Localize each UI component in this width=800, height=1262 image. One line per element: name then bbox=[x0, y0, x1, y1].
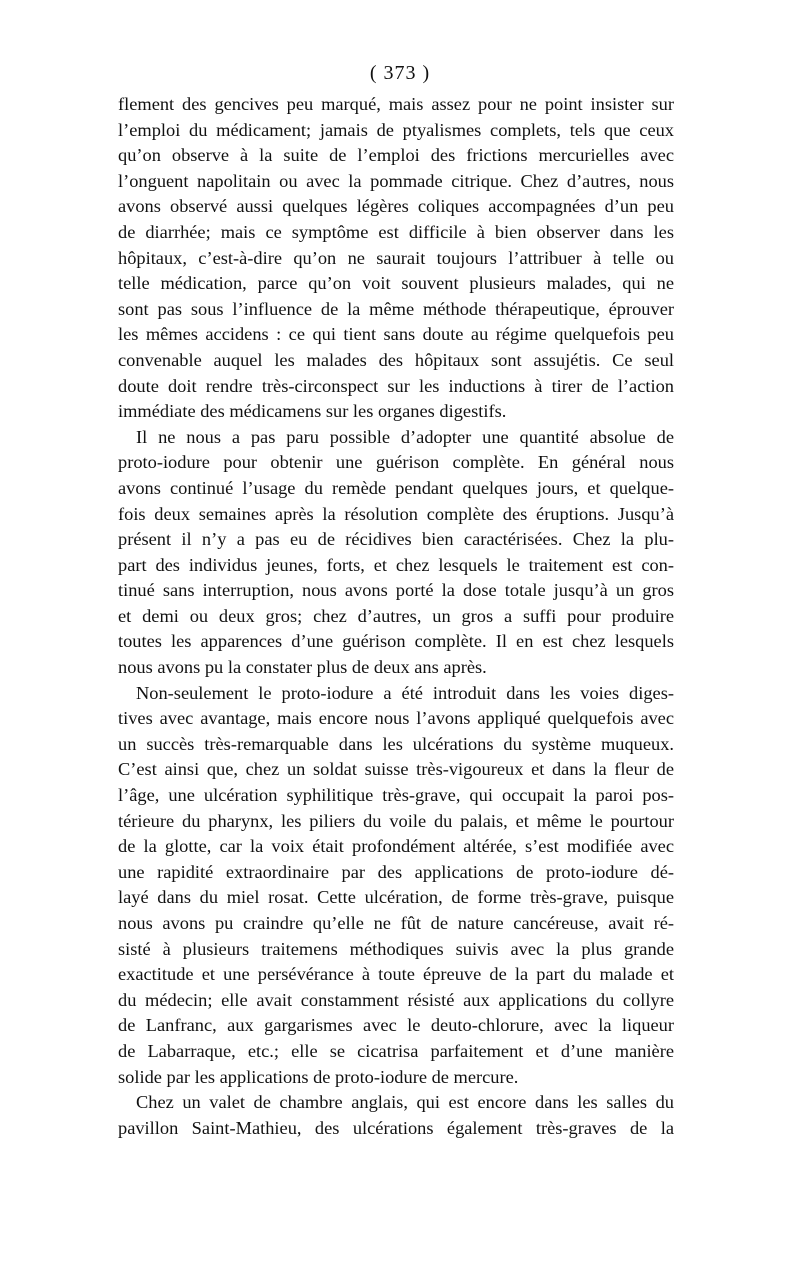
text-line: fois deux semaines après la résolution complète des éruptions. Jusqu’à bbox=[118, 503, 674, 524]
text-line: tives avec avantage, mais encore nous l’avons appliqué quelquefois avec bbox=[118, 708, 674, 729]
text-line: l’emploi du médicament; jamais de ptyalismes complets, tels que ceux bbox=[118, 119, 674, 140]
text-line: nous avons pu craindre qu’elle ne fût de nature cancéreuse, avait ré- bbox=[118, 913, 674, 933]
page-number: ( 373 ) bbox=[369, 62, 431, 84]
text-line: une rapidité extraordinaire par des applications de proto-iodure dé- bbox=[118, 861, 674, 882]
text-line: flement des gencives peu marqué, mais assez pour ne point insister sur bbox=[118, 94, 674, 114]
text-line: de la glotte, car la voix était profondément altérée, s’est modifiée avec bbox=[118, 836, 674, 857]
text-line: sont pas sous l’influence de la même méthode thérapeutique, éprouver bbox=[118, 298, 674, 319]
text-line: Il ne nous a pas paru possible d’adopter une quantité absolue de bbox=[136, 426, 674, 447]
text-line: exactitude et une persévérance à toute épreuve de la part du malade et bbox=[118, 964, 674, 985]
text-line: avons observé aussi quelques légères coliques accompagnées d’un peu bbox=[118, 196, 674, 217]
paragraph bbox=[118, 1090, 674, 1141]
text-line: du médecin; elle avait constamment résisté aux applications du collyre bbox=[118, 989, 674, 1010]
text-line: proto-iodure pour obtenir une guérison complète. En général nous bbox=[118, 452, 674, 473]
text-line: l’onguent napolitain ou avec la pommade citrique. Chez d’autres, nous bbox=[118, 170, 674, 191]
text-line: présent il n’y a pas eu de récidives bien caractérisées. Chez la plu- bbox=[118, 529, 674, 550]
paragraph bbox=[118, 425, 674, 681]
text-line: layé dans du miel rosat. Cette ulcération, de forme très-grave, puisque bbox=[118, 887, 674, 908]
text-line: doute doit rendre très-circonspect sur les inductions à tirer de l’action bbox=[118, 375, 674, 396]
text-line: C’est ainsi que, chez un soldat suisse très-vigoureux et dans la fleur de bbox=[118, 759, 674, 780]
text-line: nous avons pu la constater plus de deux ans après. bbox=[118, 657, 487, 678]
text-line: sisté à plusieurs traitemens méthodiques suivis avec la plus grande bbox=[118, 938, 674, 959]
text-line: qu’on observe à la suite de l’emploi des frictions mercurielles avec bbox=[118, 145, 674, 166]
text-line: térieure du pharynx, les piliers du voile du palais, et même le pourtour bbox=[118, 810, 674, 831]
paragraph bbox=[118, 92, 674, 425]
text-line: convenable auquel les malades des hôpitaux sont assujétis. Ce seul bbox=[118, 349, 674, 370]
text-line: toutes les apparences d’une guérison complète. Il en est chez lesquels bbox=[118, 631, 674, 652]
body-text bbox=[118, 92, 674, 1141]
text-line: part des individus jeunes, forts, et chez lesquels le traitement est con- bbox=[118, 554, 674, 575]
text-line: de Labarraque, etc.; elle se cicatrisa parfaitement et d’une manière bbox=[118, 1040, 674, 1061]
text-line: immédiate des médicamens sur les organes digestifs. bbox=[118, 401, 507, 422]
text-line: les mêmes accidens : ce qui tient sans doute au régime quelquefois peu bbox=[118, 324, 674, 345]
text-line: hôpitaux, c’est-à-dire qu’on ne saurait toujours l’attribuer à telle ou bbox=[118, 247, 674, 268]
paragraph bbox=[118, 681, 674, 1091]
text-line: un succès très-remarquable dans les ulcérations du système muqueux. bbox=[118, 733, 674, 754]
text-line: Non-seulement le proto-iodure a été introduit dans les voies diges- bbox=[136, 682, 674, 703]
text-line: l’âge, une ulcération syphilitique très-grave, qui occupait la paroi pos- bbox=[118, 785, 674, 806]
text-line: de Lanfranc, aux gargarismes avec le deuto-chlorure, avec la liqueur bbox=[118, 1015, 674, 1036]
text-line: avons continué l’usage du remède pendant quelques jours, et quelque- bbox=[118, 477, 674, 498]
text-line: telle médication, parce qu’on voit souvent plusieurs malades, qui ne bbox=[118, 273, 674, 294]
text-line: tinué sans interruption, nous avons porté la dose totale jusqu’à un gros bbox=[118, 580, 674, 601]
text-line: pavillon Saint-Mathieu, des ulcérations également très-graves de la bbox=[118, 1117, 674, 1138]
text-line: et demi ou deux gros; chez d’autres, un gros a suffi pour produire bbox=[118, 605, 674, 626]
text-line: solide par les applications de proto-iodure de mercure. bbox=[118, 1066, 519, 1087]
text-line: Chez un valet de chambre anglais, qui est encore dans les salles du bbox=[136, 1092, 674, 1113]
text-line: de diarrhée; mais ce symptôme est difficile à bien observer dans les bbox=[118, 221, 674, 242]
